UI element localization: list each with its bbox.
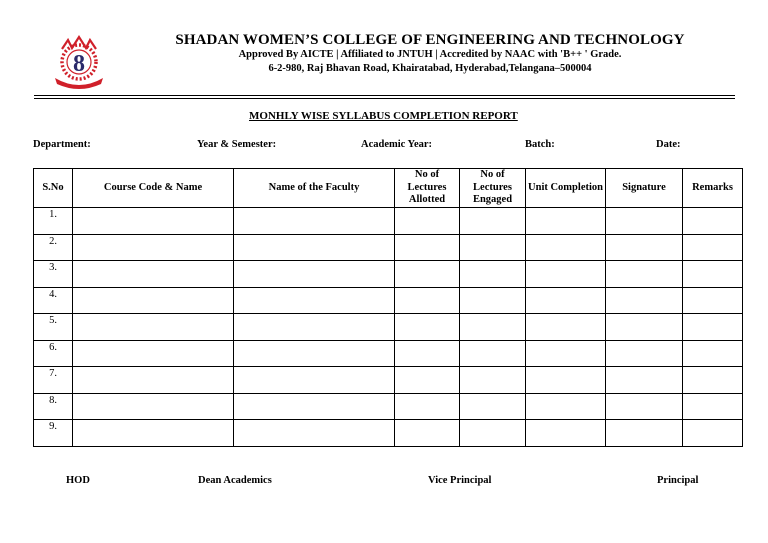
table-cell [526,261,606,288]
batch-label: Batch: [525,139,555,150]
table-cell [526,340,606,367]
table-cell [683,340,743,367]
table-cell [395,420,460,447]
table-cell [73,314,234,341]
table-cell [460,287,526,314]
table-row [34,393,743,420]
table-row [34,208,743,235]
serial-number-cell: 5. [34,314,73,341]
report-title: MONHLY WISE SYLLABUS COMPLETION REPORT [249,110,518,122]
table-cell [526,393,606,420]
column-header: Signature [606,169,683,208]
hod-signature-label: HOD [66,475,90,486]
column-header: Unit Completion [526,169,606,208]
table-cell [460,234,526,261]
table-cell [526,367,606,394]
table-row [34,287,743,314]
table-cell [606,340,683,367]
date-label: Date: [656,139,681,150]
table-cell [526,208,606,235]
serial-number-cell: 9. [34,420,73,447]
table-cell [234,393,395,420]
table-cell [395,393,460,420]
table-cell [606,287,683,314]
table-cell [395,287,460,314]
header-divider-top [34,95,735,96]
table-cell [395,208,460,235]
table-cell [460,208,526,235]
table-body [34,208,743,447]
table-cell [460,340,526,367]
header-divider-bottom [34,98,735,99]
table-cell [234,314,395,341]
table-cell [234,287,395,314]
table-row [34,340,743,367]
table-cell [73,261,234,288]
table-cell [526,314,606,341]
table-cell [683,393,743,420]
table-cell [234,261,395,288]
table-cell [395,367,460,394]
serial-number-cell: 8. [34,393,73,420]
table-cell [460,314,526,341]
table-cell [73,340,234,367]
table-cell [606,393,683,420]
table-cell [683,420,743,447]
academic-year-label: Academic Year: [361,139,433,150]
table-cell [683,367,743,394]
table-cell [234,367,395,394]
table-cell [460,420,526,447]
table-cell [606,420,683,447]
table-cell [526,234,606,261]
table-cell [606,208,683,235]
table-cell [395,261,460,288]
table-cell [683,314,743,341]
table-cell [73,208,234,235]
table-cell [460,393,526,420]
table-header-row [34,169,743,208]
table-cell [73,287,234,314]
column-header: No of Lectures Engaged [460,169,526,208]
table-cell [395,234,460,261]
table-cell [460,367,526,394]
table-cell [526,420,606,447]
table-row [34,234,743,261]
table-row [34,420,743,447]
column-header: Name of the Faculty [234,169,395,208]
serial-number-cell: 1. [34,208,73,235]
serial-number-cell: 4. [34,287,73,314]
column-header: Course Code & Name [73,169,234,208]
table-row [34,367,743,394]
serial-number-cell: 3. [34,261,73,288]
college-name: SHADAN WOMEN’S COLLEGE OF ENGINEERING AND TECHNOLOGY [175,32,685,48]
table-cell [606,314,683,341]
syllabus-completion-table [33,168,743,447]
table-cell [683,208,743,235]
table-cell [460,261,526,288]
table-cell [683,261,743,288]
serial-number-cell: 6. [34,340,73,367]
table-cell [395,340,460,367]
table-cell [606,234,683,261]
accreditation-line: Approved By AICTE | Affiliated to JNTUH | Accredited by NAAC with 'B++ ' Grade. [238,49,622,60]
table-row [34,314,743,341]
serial-number-cell: 2. [34,234,73,261]
table-cell [73,367,234,394]
table-cell [606,367,683,394]
table-cell [234,208,395,235]
table-cell [234,234,395,261]
svg-text:8: 8 [73,51,85,77]
table-cell [606,261,683,288]
college-address: 6-2-980, Raj Bhavan Road, Khairatabad, Hyderabad,Telangana–500004 [268,63,592,74]
table-cell [526,287,606,314]
table-cell [683,234,743,261]
vice-principal-signature-label: Vice Principal [428,475,492,486]
table-cell [73,420,234,447]
table-cell [73,234,234,261]
column-header: Remarks [683,169,743,208]
table-row [34,261,743,288]
table-cell [395,314,460,341]
table-cell [73,393,234,420]
dean-signature-label: Dean Academics [198,475,272,486]
table-cell [234,340,395,367]
year-semester-label: Year & Semester: [197,139,277,150]
column-header: No of Lectures Allotted [395,169,460,208]
table-cell [683,287,743,314]
table-cell [234,420,395,447]
principal-signature-label: Principal [657,475,699,486]
column-header: S.No [34,169,73,208]
serial-number-cell: 7. [34,367,73,394]
department-label: Department: [33,139,91,150]
